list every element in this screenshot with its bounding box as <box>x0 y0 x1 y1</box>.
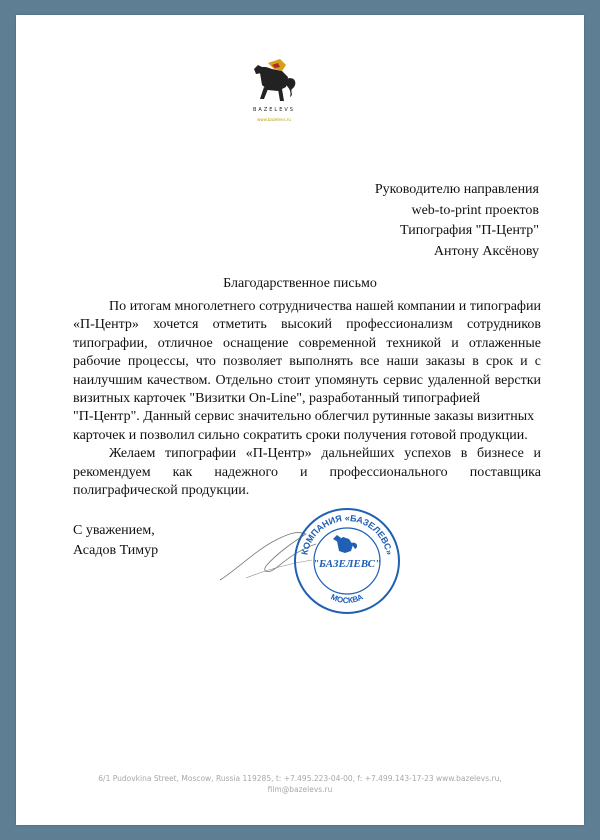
paragraph: Желаем типографии «П-Центр» дальнейших успехов в бизнесе и рекомендуем как надежного и профессионального поставщика полиграфической продукции. <box>73 446 541 499</box>
paragraph: "П-Центр". Данный сервис значительно облегчил рутинные заказы визитных карточек и позволил сильно сократить сроки получения готовой продукции. <box>73 409 535 443</box>
letter-title: Благодарственное письмо <box>223 276 377 291</box>
footer-address: 6/1 Pudovkina Street, Moscow, Russia 119285, t: +7.495.223-04-00, f: +7.499.143-17-23 www.bazelevs.ru, <box>98 774 502 783</box>
recipient-line: Антону Аксёнову <box>433 243 539 259</box>
letterhead <box>16 15 584 135</box>
company-stamp <box>291 505 403 617</box>
recipient-line: web-to-print проектов <box>411 202 539 218</box>
letter-body <box>73 298 541 500</box>
bazelevs-logo-icon <box>248 57 300 107</box>
closing-phrase: С уважением, <box>73 523 155 538</box>
recipient-line: Руководителю направления <box>374 182 539 197</box>
signatory-name: Асадов Тимур <box>73 543 159 558</box>
footer <box>56 773 544 795</box>
stamp-center-text: "БАЗЕЛЕВС" <box>312 558 382 570</box>
letter-page <box>16 15 584 825</box>
recipient-block <box>375 180 539 262</box>
stamp-griffin-icon <box>333 535 357 553</box>
stamp-top-text: КОМПАНИЯ «БАЗЕЛЕВС» <box>299 512 395 556</box>
paragraph: По итогам многолетнего сотрудничества нашей компании и типографии «П-Центр» хочется отметить высокий профессионализм сотрудников типографии, отличное оснащение современной техникой и отлаженные рабочие процессы, что позволяет выполнять все наши заказы в срок и с наилучшим качеством. Отдельно стоит упомянуть сервис удаленной верстки визитных карточек "Визитки On-Line", разработанный типографией <box>73 299 541 407</box>
closing-block <box>73 521 158 561</box>
brand-name: BAZELEVS <box>253 107 295 113</box>
brand-website: www.bazelevs.ru <box>257 117 291 122</box>
recipient-line: Типография "П-Центр" <box>400 223 539 238</box>
footer-email: film@bazelevs.ru <box>267 785 333 794</box>
stamp-bottom-text: МОСКВА <box>329 592 365 606</box>
